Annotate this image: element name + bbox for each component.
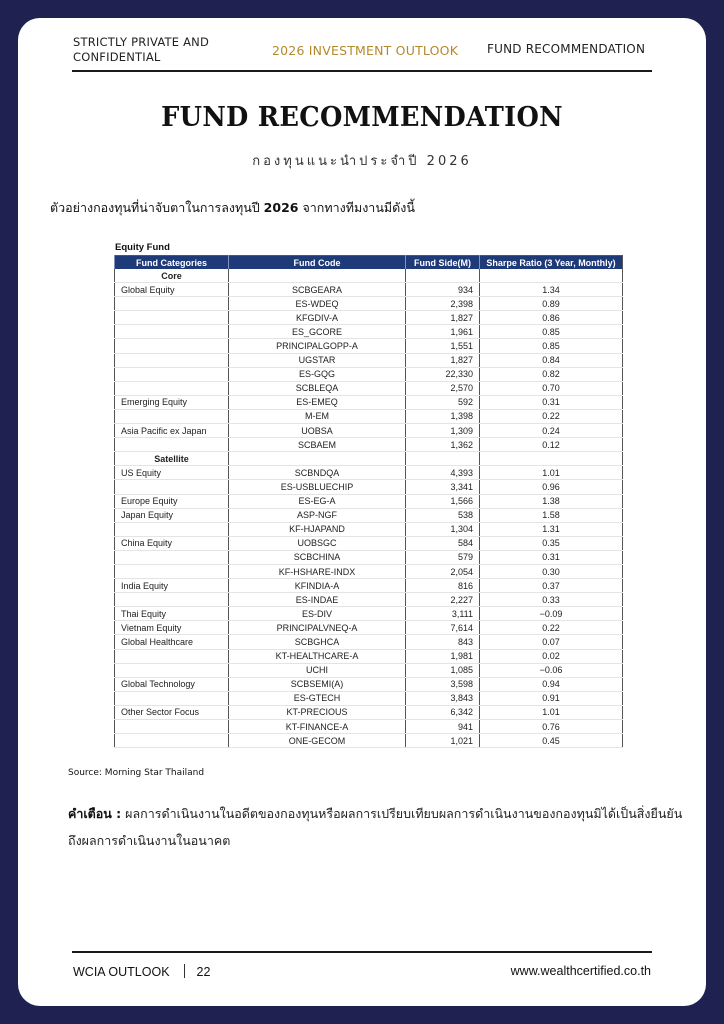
sharpe-ratio: 1.58 (480, 508, 623, 522)
table-row (115, 311, 623, 325)
table-row (115, 564, 623, 578)
fund-category: Vietnam Equity (115, 621, 229, 635)
fund-category (115, 564, 229, 578)
sharpe-ratio: 1.01 (480, 466, 623, 480)
fund-category (115, 550, 229, 564)
sharpe-ratio: 0.35 (480, 536, 623, 550)
table-row (115, 339, 623, 353)
fund-size: 592 (406, 395, 480, 409)
fund-code: KT-HEALTHCARE-A (229, 649, 406, 663)
sharpe-ratio: 1.01 (480, 705, 623, 719)
fund-size: 3,341 (406, 480, 480, 494)
intro-year: 2026 (263, 200, 299, 215)
fund-size: 1,021 (406, 734, 480, 748)
fund-size: 2,054 (406, 564, 480, 578)
confidentiality-line-2: CONFIDENTIAL (73, 50, 161, 64)
fund-code: UOBSA (229, 424, 406, 438)
column-header-category: Fund Categories (115, 256, 229, 270)
fund-size: 2,227 (406, 593, 480, 607)
fund-size: 941 (406, 720, 480, 734)
sharpe-ratio: 0.45 (480, 734, 623, 748)
table-row (115, 691, 623, 705)
fund-category (115, 734, 229, 748)
fund-code: ONE-GECOM (229, 734, 406, 748)
column-header-code: Fund Code (229, 256, 406, 270)
fund-code: KT-PRECIOUS (229, 705, 406, 719)
sharpe-ratio: 1.31 (480, 522, 623, 536)
fund-category: China Equity (115, 536, 229, 550)
fund-code: ES-GQG (229, 367, 406, 381)
fund-code: UGSTAR (229, 353, 406, 367)
footer-publication (73, 964, 210, 979)
fund-category: Global Equity (115, 283, 229, 297)
page-subtitle: กองทุนแนะนำประจำปี 2026 (252, 154, 472, 169)
table-row (115, 480, 623, 494)
sharpe-ratio: 0.22 (480, 621, 623, 635)
section-label: Core (115, 269, 229, 283)
fund-category (115, 381, 229, 395)
sharpe-ratio: 0.91 (480, 691, 623, 705)
empty-cell (406, 452, 480, 466)
source-note: Source: Morning Star Thailand (68, 768, 205, 778)
table-row (115, 381, 623, 395)
table-row (115, 536, 623, 550)
fund-size: 1,085 (406, 663, 480, 677)
fund-code: KT-FINANCE-A (229, 720, 406, 734)
fund-code: KFINDIA-A (229, 579, 406, 593)
fund-size: 3,598 (406, 677, 480, 691)
fund-category (115, 593, 229, 607)
fund-category: Global Healthcare (115, 635, 229, 649)
sharpe-ratio: 0.96 (480, 480, 623, 494)
fund-code: SCBCHINA (229, 550, 406, 564)
fund-category (115, 663, 229, 677)
fund-category: Global Technology (115, 677, 229, 691)
fund-code: PRINCIPALGOPP-A (229, 339, 406, 353)
table-header-row (115, 256, 623, 270)
confidentiality-line-1: STRICTLY PRIVATE AND (73, 35, 210, 49)
sharpe-ratio: 0.37 (480, 579, 623, 593)
disclaimer (68, 800, 688, 854)
fund-code: ES-INDAE (229, 593, 406, 607)
table-row (115, 720, 623, 734)
fund-category (115, 311, 229, 325)
fund-size: 1,961 (406, 325, 480, 339)
fund-size: 1,362 (406, 438, 480, 452)
header-divider (72, 70, 652, 72)
page-number: 22 (196, 965, 211, 979)
sharpe-ratio: 0.33 (480, 593, 623, 607)
sharpe-ratio: 1.38 (480, 494, 623, 508)
table-section-row (115, 269, 623, 283)
fund-code: ES-DIV (229, 607, 406, 621)
fund-code: ES-WDEQ (229, 297, 406, 311)
confidentiality-label (73, 35, 209, 65)
sharpe-ratio: 0.70 (480, 381, 623, 395)
table-row (115, 677, 623, 691)
footer-separator (184, 964, 185, 978)
disclaimer-text: ผลการดำเนินงานในอดีตของกองทุนหรือผลการเปรียบเทียบผลการดำเนินงานของกองทุนมิได้เป็นสิ่งยืนยันถึงผลการดำเนินงานในอนาคต (68, 806, 683, 848)
fund-category (115, 438, 229, 452)
fund-size: 1,551 (406, 339, 480, 353)
fund-size: 934 (406, 283, 480, 297)
table-row (115, 325, 623, 339)
sharpe-ratio: 0.86 (480, 311, 623, 325)
fund-category (115, 353, 229, 367)
empty-cell (406, 269, 480, 283)
table-row (115, 466, 623, 480)
table-row (115, 663, 623, 677)
fund-size: 843 (406, 635, 480, 649)
fund-category (115, 409, 229, 423)
sharpe-ratio: 1.34 (480, 283, 623, 297)
empty-cell (229, 269, 406, 283)
column-header-sharpe: Sharpe Ratio (3 Year, Monthly) (480, 256, 623, 270)
sharpe-ratio: −0.09 (480, 607, 623, 621)
fund-size: 579 (406, 550, 480, 564)
sharpe-ratio: 0.31 (480, 395, 623, 409)
sharpe-ratio: 0.31 (480, 550, 623, 564)
sharpe-ratio: 0.85 (480, 325, 623, 339)
fund-category: US Equity (115, 466, 229, 480)
table-row (115, 424, 623, 438)
fund-category (115, 339, 229, 353)
sharpe-ratio: 0.85 (480, 339, 623, 353)
fund-code: SCBAEM (229, 438, 406, 452)
fund-category (115, 649, 229, 663)
intro-text (50, 198, 415, 218)
fund-category (115, 480, 229, 494)
fund-category: Japan Equity (115, 508, 229, 522)
fund-size: 1,566 (406, 494, 480, 508)
fund-category: Asia Pacific ex Japan (115, 424, 229, 438)
page-title: FUND RECOMMENDATION (161, 102, 563, 133)
footer-divider (72, 951, 652, 953)
table-row (115, 297, 623, 311)
fund-code: KF-HSHARE-INDX (229, 564, 406, 578)
sharpe-ratio: 0.89 (480, 297, 623, 311)
fund-size: 2,398 (406, 297, 480, 311)
fund-category: Thai Equity (115, 607, 229, 621)
fund-category: Emerging Equity (115, 395, 229, 409)
table-row (115, 283, 623, 297)
sharpe-ratio: 0.02 (480, 649, 623, 663)
fund-size: 7,614 (406, 621, 480, 635)
sharpe-ratio: 0.12 (480, 438, 623, 452)
fund-category (115, 325, 229, 339)
fund-size: 3,843 (406, 691, 480, 705)
fund-code: PRINCIPALVNEQ-A (229, 621, 406, 635)
sharpe-ratio: 0.84 (480, 353, 623, 367)
fund-code: ES-EMEQ (229, 395, 406, 409)
empty-cell (480, 452, 623, 466)
table-row (115, 734, 623, 748)
fund-category (115, 720, 229, 734)
fund-code: KF-HJAPAND (229, 522, 406, 536)
table-row (115, 494, 623, 508)
fund-code: M-EM (229, 409, 406, 423)
publication-title: 2026 INVESTMENT OUTLOOK (272, 43, 459, 58)
fund-code: ASP-NGF (229, 508, 406, 522)
table-row (115, 607, 623, 621)
fund-size: 3,111 (406, 607, 480, 621)
fund-size: 1,981 (406, 649, 480, 663)
fund-code: SCBLEQA (229, 381, 406, 395)
fund-code: SCBGHCA (229, 635, 406, 649)
intro-text-end: จากทางทีมงานมีดังนี้ (298, 200, 415, 215)
table-row (115, 635, 623, 649)
table-row (115, 593, 623, 607)
fund-size: 1,304 (406, 522, 480, 536)
fund-category (115, 297, 229, 311)
table-row (115, 409, 623, 423)
fund-size: 6,342 (406, 705, 480, 719)
fund-size: 816 (406, 579, 480, 593)
disclaimer-label: คำเตือน : (68, 806, 122, 821)
fund-category (115, 367, 229, 381)
table-row (115, 353, 623, 367)
empty-cell (229, 452, 406, 466)
sharpe-ratio: 0.24 (480, 424, 623, 438)
fund-code: ES_GCORE (229, 325, 406, 339)
table-row (115, 395, 623, 409)
fund-size: 584 (406, 536, 480, 550)
fund-size: 1,398 (406, 409, 480, 423)
table-row (115, 621, 623, 635)
intro-text-start: ตัวอย่างกองทุนที่น่าจับตาในการลงทุนปี (50, 200, 264, 215)
fund-code: ES-GTECH (229, 691, 406, 705)
fund-code: UCHI (229, 663, 406, 677)
fund-code: SCBGEARA (229, 283, 406, 297)
fund-size: 1,309 (406, 424, 480, 438)
fund-size: 2,570 (406, 381, 480, 395)
table-row (115, 579, 623, 593)
fund-size: 4,393 (406, 466, 480, 480)
section-label: Satellite (115, 452, 229, 466)
fund-code: UOBSGC (229, 536, 406, 550)
sharpe-ratio: −0.06 (480, 663, 623, 677)
table-row (115, 508, 623, 522)
sharpe-ratio: 0.76 (480, 720, 623, 734)
fund-table (114, 255, 623, 748)
table-section-row (115, 452, 623, 466)
footer-website-link[interactable]: www.wealthcertified.co.th (510, 964, 651, 978)
fund-size: 1,827 (406, 311, 480, 325)
sharpe-ratio: 0.22 (480, 409, 623, 423)
fund-code: SCBSEMI(A) (229, 677, 406, 691)
fund-code: SCBNDQA (229, 466, 406, 480)
table-row (115, 438, 623, 452)
table-row (115, 367, 623, 381)
fund-category (115, 522, 229, 536)
table-row (115, 550, 623, 564)
fund-size: 538 (406, 508, 480, 522)
fund-category (115, 691, 229, 705)
table-row (115, 705, 623, 719)
fund-category: Europe Equity (115, 494, 229, 508)
table-row (115, 522, 623, 536)
table-caption: Equity Fund (115, 242, 170, 253)
column-header-size: Fund Side(M) (406, 256, 480, 270)
footer-publication-name: WCIA OUTLOOK (73, 965, 170, 979)
fund-code: KFGDIV-A (229, 311, 406, 325)
fund-size: 22,330 (406, 367, 480, 381)
fund-code: ES-USBLUECHIP (229, 480, 406, 494)
fund-size: 1,827 (406, 353, 480, 367)
table-body (115, 269, 623, 748)
fund-code: ES-EG-A (229, 494, 406, 508)
fund-category: India Equity (115, 579, 229, 593)
sharpe-ratio: 0.30 (480, 564, 623, 578)
fund-category: Other Sector Focus (115, 705, 229, 719)
table-row (115, 649, 623, 663)
sharpe-ratio: 0.07 (480, 635, 623, 649)
sharpe-ratio: 0.94 (480, 677, 623, 691)
sharpe-ratio: 0.82 (480, 367, 623, 381)
empty-cell (480, 269, 623, 283)
section-name: FUND RECOMMENDATION (487, 42, 646, 56)
